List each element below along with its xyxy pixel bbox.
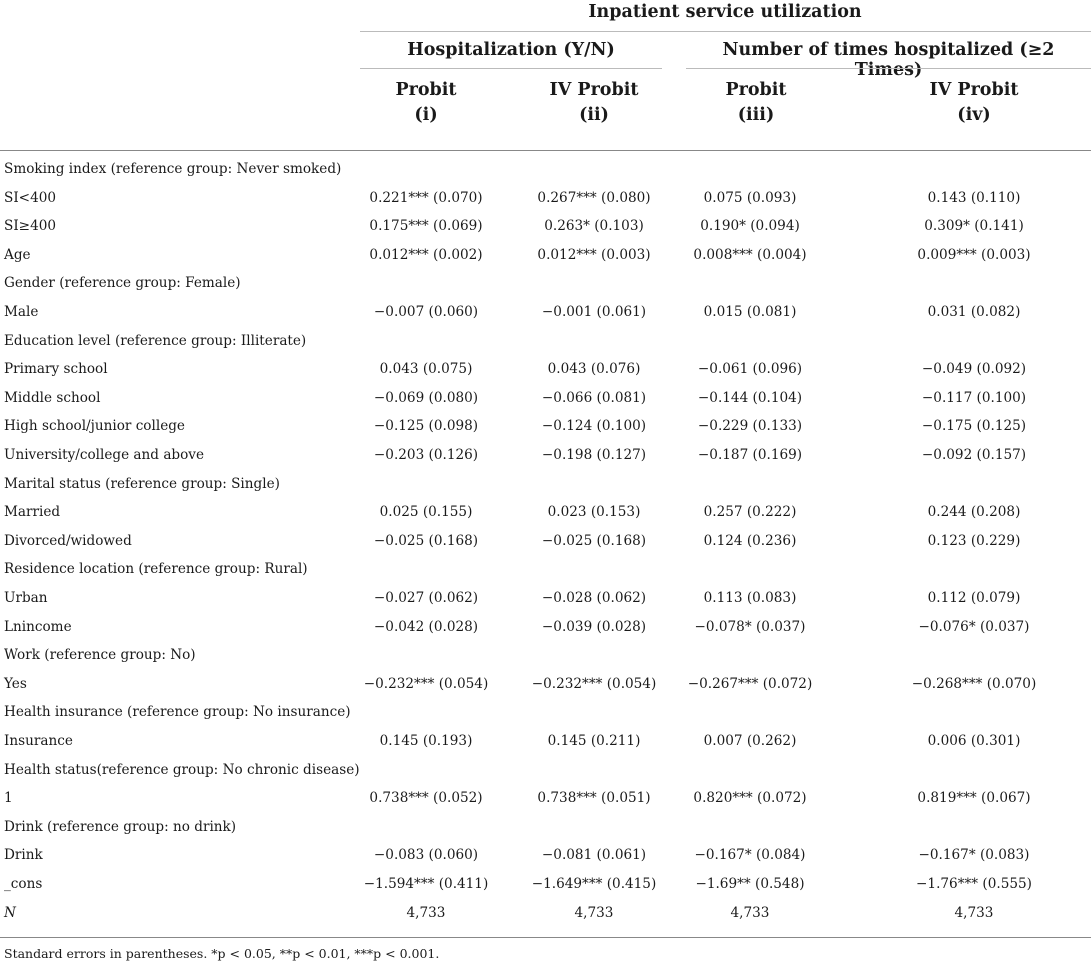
table-row (0, 614, 1091, 642)
table-cell: 0.031 (0.082) (927, 304, 1021, 320)
column-id: (ii) (579, 105, 609, 125)
table-cell: −0.268*** (0.070) (911, 675, 1037, 692)
table-cell: 4,733 (574, 904, 614, 921)
group2-rule (686, 68, 1091, 69)
row-label: Middle school (4, 389, 101, 406)
row-label: Urban (4, 590, 48, 606)
table-row (0, 242, 1091, 270)
table-cell: −0.066 (0.081) (541, 389, 647, 406)
table-cell: 0.075 (0.093) (703, 189, 797, 206)
table-cell: 0.006 (0.301) (927, 733, 1021, 749)
row-label: Male (4, 304, 39, 320)
row-label: Lnincome (4, 618, 72, 635)
table-cell: −0.232*** (0.054) (363, 675, 489, 692)
table-row (0, 671, 1091, 699)
row-label: Health status(reference group: No chronic disease) (4, 761, 360, 778)
table-cell: 0.738*** (0.051) (537, 790, 651, 807)
table-cell: 0.175*** (0.069) (369, 218, 483, 235)
table-cell: −0.061 (0.096) (697, 361, 803, 378)
table-cell: −0.167* (0.083) (918, 847, 1030, 864)
table-cell: −0.144 (0.104) (697, 389, 803, 406)
row-label: Gender (reference group: Female) (4, 275, 241, 292)
group1-rule (360, 68, 662, 69)
table-cell: 0.025 (0.155) (379, 504, 473, 521)
table-cell: −0.001 (0.061) (541, 304, 647, 320)
table-row (0, 871, 1091, 899)
table-cell: 0.113 (0.083) (703, 590, 797, 606)
row-label: Primary school (4, 361, 108, 378)
table-cell: 0.124 (0.236) (703, 532, 797, 549)
table-row (0, 528, 1091, 556)
table-cell: 0.123 (0.229) (927, 532, 1021, 549)
table-row (0, 270, 1091, 298)
column-id: (i) (414, 105, 438, 125)
header-rule (360, 31, 1091, 32)
column-id: (iii) (737, 105, 775, 125)
column-model: Probit (395, 80, 457, 100)
row-label: SI≥400 (4, 218, 57, 235)
table-cell: −0.007 (0.060) (373, 304, 479, 320)
table-row (0, 842, 1091, 870)
table-row (0, 328, 1091, 356)
table-row (0, 156, 1091, 184)
table-row (0, 471, 1091, 499)
header-title: Inpatient service utilization (588, 2, 862, 22)
table-cell: 0.145 (0.211) (547, 733, 641, 749)
row-label: 1 (4, 790, 13, 807)
group-hospitalization: Hospitalization (Y/N) (407, 40, 615, 60)
row-label: Drink (4, 847, 43, 864)
table-cell: −0.092 (0.157) (921, 447, 1027, 463)
column-model: Probit (725, 80, 787, 100)
table-cell: 0.738*** (0.052) (369, 790, 483, 807)
row-label: Drink (reference group: no drink) (4, 818, 237, 835)
column-id: (iv) (957, 105, 991, 125)
row-label: SI<400 (4, 189, 57, 206)
row-label: Yes (4, 675, 27, 692)
table-cell: −0.267*** (0.072) (687, 675, 813, 692)
column-model: IV Probit (929, 80, 1019, 100)
table-cell: −0.027 (0.062) (373, 590, 479, 606)
column-header-iv (884, 78, 1064, 128)
table-row (0, 356, 1091, 384)
table-cell: −0.076* (0.037) (918, 618, 1030, 635)
table-cell: −0.078* (0.037) (694, 618, 806, 635)
table-row (0, 699, 1091, 727)
table-cell: −0.125 (0.098) (373, 418, 479, 435)
table-row (0, 585, 1091, 613)
table-cell: −0.042 (0.028) (373, 618, 479, 635)
table-row (0, 213, 1091, 241)
table-cell: 4,733 (406, 904, 446, 921)
table-cell: 0.190* (0.094) (700, 218, 800, 235)
table-cell: 0.257 (0.222) (703, 504, 797, 521)
table-row (0, 642, 1091, 670)
table-cell: −0.229 (0.133) (697, 418, 803, 435)
row-label: Divorced/widowed (4, 532, 132, 549)
table-cell: 0.267*** (0.080) (537, 189, 651, 206)
table-row (0, 785, 1091, 813)
row-label: Age (4, 246, 31, 263)
table-row (0, 556, 1091, 584)
table-row (0, 299, 1091, 327)
table-cell: −0.232*** (0.054) (531, 675, 657, 692)
table-cell: 4,733 (954, 904, 994, 921)
table-cell: 0.043 (0.076) (547, 361, 641, 378)
table-row (0, 728, 1091, 756)
table-row (0, 499, 1091, 527)
header-bottom-rule (0, 150, 1091, 151)
table-cell: 0.043 (0.075) (379, 361, 473, 378)
table-cell: 0.820*** (0.072) (693, 790, 807, 807)
table-cell: −0.028 (0.062) (541, 590, 647, 606)
table-cell: −0.175 (0.125) (921, 418, 1027, 435)
table-row (0, 442, 1091, 470)
table-cell: −0.039 (0.028) (541, 618, 647, 635)
table-cell: −0.025 (0.168) (541, 532, 647, 549)
row-label: Education level (reference group: Illiterate) (4, 332, 307, 349)
table-row (0, 814, 1091, 842)
row-label: Health insurance (reference group: No insurance) (4, 704, 351, 721)
column-model: IV Probit (549, 80, 639, 100)
table-cell: 0.009*** (0.003) (917, 246, 1031, 263)
table-cell: −0.025 (0.168) (373, 532, 479, 549)
row-label: Marital status (reference group: Single) (4, 475, 280, 492)
table-row (0, 900, 1091, 928)
table-cell: −0.198 (0.127) (541, 447, 647, 463)
table-row (0, 385, 1091, 413)
table-cell: −0.049 (0.092) (921, 361, 1027, 378)
table-cell: 0.007 (0.262) (703, 733, 797, 749)
row-label: High school/junior college (4, 418, 185, 435)
table-cell: 0.244 (0.208) (927, 504, 1021, 521)
table-cell: −0.187 (0.169) (697, 447, 803, 463)
table-cell: 0.145 (0.193) (379, 733, 473, 749)
table-cell: 0.143 (0.110) (927, 189, 1021, 206)
table-row (0, 757, 1091, 785)
table-cell: 0.819*** (0.067) (917, 790, 1031, 807)
table-bottom-rule (0, 937, 1091, 938)
table-cell: −0.083 (0.060) (373, 847, 479, 864)
group-times-hospitalized: Number of times hospitalized (≥2 Times) (722, 40, 1055, 80)
table-cell: −0.167* (0.084) (694, 847, 806, 864)
table-cell: −1.69** (0.548) (695, 876, 805, 892)
table-row (0, 185, 1091, 213)
row-label: Work (reference group: No) (4, 647, 196, 664)
table-cell: −0.124 (0.100) (541, 418, 647, 435)
table-cell: −0.203 (0.126) (373, 447, 479, 463)
footnote: Standard errors in parentheses. *p < 0.05, **p < 0.01, ***p < 0.001. (4, 946, 440, 961)
table-row (0, 413, 1091, 441)
table-cell: −0.081 (0.061) (541, 847, 647, 864)
table-cell: 0.263* (0.103) (544, 218, 644, 235)
table-cell: −0.069 (0.080) (373, 389, 479, 406)
row-label: Married (4, 504, 61, 521)
table-cell: 0.012*** (0.003) (537, 246, 651, 263)
row-label: Smoking index (reference group: Never smoked) (4, 161, 342, 177)
row-label: N (4, 904, 16, 921)
table-cell: −1.594*** (0.411) (363, 876, 489, 892)
row-label: University/college and above (4, 447, 205, 463)
table-cell: 0.012*** (0.002) (369, 246, 483, 263)
table-cell: 4,733 (730, 904, 770, 921)
table-cell: 0.023 (0.153) (547, 504, 641, 521)
table-cell: 0.309* (0.141) (924, 218, 1024, 235)
table-cell: 0.008*** (0.004) (693, 246, 807, 263)
row-label: _cons (4, 876, 43, 892)
table-cell: −1.76*** (0.555) (916, 876, 1032, 892)
row-label: Residence location (reference group: Rural) (4, 561, 308, 578)
table-cell: −0.117 (0.100) (921, 389, 1027, 406)
column-header-iii (666, 78, 846, 128)
row-label: Insurance (4, 733, 73, 749)
table-cell: 0.015 (0.081) (703, 304, 797, 320)
column-header-i (336, 78, 516, 128)
table-cell: 0.112 (0.079) (927, 590, 1021, 606)
table-cell: 0.221*** (0.070) (369, 189, 483, 206)
column-header-ii (504, 78, 684, 128)
table-cell: −1.649*** (0.415) (531, 876, 657, 892)
